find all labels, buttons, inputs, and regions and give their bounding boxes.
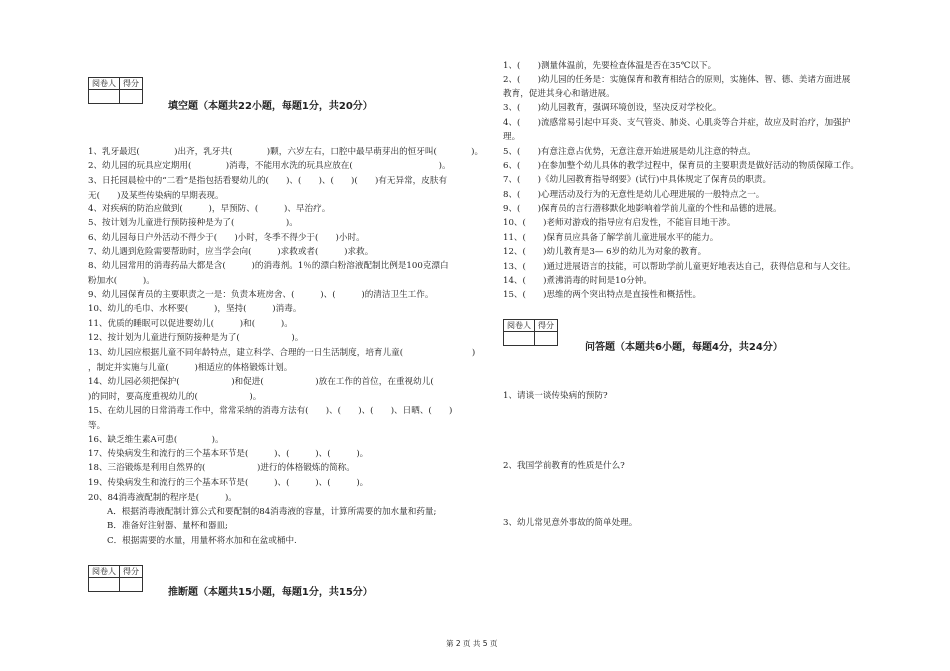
fill-question-line: 4、对疾病的防治应做到( )，早预防、( )、早治疗。 bbox=[88, 204, 331, 214]
fill-question-line: ，制定并实施与儿童( )相适应的体格锻炼计划。 bbox=[88, 363, 293, 373]
fill-question-line: 粉加水( )。 bbox=[88, 276, 155, 286]
fill-question-line: 10、幼儿的毛巾、水杯要( )，坚持( )消毒。 bbox=[88, 304, 302, 314]
judge-question-line: 15、( )思维的两个突出特点是直接性和概括性。 bbox=[503, 290, 702, 300]
fill-question-line: 17、传染病发生和流行的三个基本环节是( )、( )、( )。 bbox=[88, 449, 369, 459]
judge-question-line: 1、( )测量体温前，先要检查体温是否在35℃以下。 bbox=[503, 61, 717, 71]
fill-question-line: C．根据需要的水量，用量杯将水加和在盆或桶中. bbox=[107, 536, 297, 546]
score-box-fill bbox=[88, 77, 143, 104]
fill-question-line: 7、幼儿遇到危险需要帮助时，应当学会向( )求救或者( )求救。 bbox=[88, 247, 374, 257]
page-footer: 第 2 页 共 5 页 bbox=[446, 639, 498, 648]
qa-question: 1、请谈一谈传染病的预防? bbox=[503, 391, 608, 401]
judge-question-line: 13、( )通过进展语言的技能，可以帮助学前儿童更好地表达自己，获得信息和与人交往。 bbox=[503, 262, 856, 272]
judge-question-line: 12、( )幼儿教育是3— 6岁的幼儿为对象的教育。 bbox=[503, 247, 707, 257]
fill-question-line: 16、缺乏维生素A可患( )。 bbox=[88, 435, 224, 445]
judge-question-line: 14、( )煮沸消毒的时间是10分钟。 bbox=[503, 276, 652, 286]
fill-question-line: 13、幼儿园应根据儿童不同年龄特点，建立科学、合理的一日生活制度，培育儿童( ) bbox=[88, 348, 476, 358]
fill-section-title: 填空题（本题共22小题，每题1分，共20分） bbox=[168, 101, 373, 112]
fill-question-line: 3、日托园晨检中的“二看”是指包括看婴幼儿的( )、( )、( )( )有无异常，皮肤有 bbox=[88, 176, 448, 186]
fill-question-line: 11、优质的睡眠可以促进婴幼儿( )和( )。 bbox=[88, 319, 293, 329]
judge-question-line: 4、( )流感常易引起中耳炎、支气管炎、肺炎、心肌炎等合并症，故应及时治疗，加强护 bbox=[503, 118, 851, 128]
reviewer-label: 阅卷人 bbox=[89, 78, 120, 90]
judge-question-line: 5、( )有意注意占优势，无意注意开始进展是幼儿注意的特点。 bbox=[503, 147, 756, 157]
fill-question-line: B．准备好注射器、量杯和器皿; bbox=[107, 521, 228, 531]
judge-section-title: 推断题（本题共15小题，每题1分，共15分） bbox=[168, 587, 373, 598]
fill-question-line: 19、传染病发生和流行的三个基本环节是( )、( )、( )。 bbox=[88, 478, 369, 488]
score-box-judge bbox=[88, 565, 143, 592]
fill-question-line: 14、幼儿园必须把保护( )和促进( )放在工作的首位，在重视幼儿( bbox=[88, 377, 460, 387]
qa-question: 3、幼儿常见意外事故的简单处理。 bbox=[503, 518, 638, 528]
fill-question-line: 9、幼儿园保育员的主要职责之一是：负责本班房舍、( )、( )的清洁卫生工作。 bbox=[88, 290, 434, 300]
score-label: 得分 bbox=[120, 566, 143, 578]
judge-question-line: 教育，促进其身心和谐进展。 bbox=[503, 89, 615, 99]
fill-question-line: 15、在幼儿园的日常消毒工作中，常常采纳的消毒方法有( )、( )、( )、日晒、( ) bbox=[88, 406, 453, 416]
fill-question-line: A．根据消毒液配制计算公式和要配制的84消毒液的容量，计算所需要的加水量和药量; bbox=[107, 507, 437, 517]
fill-question-line: 20、84消毒液配制的程序是( )。 bbox=[88, 493, 237, 503]
judge-question-line: 8、( )心理活动及行为的无意性是幼儿心理进展的一般特点之一。 bbox=[503, 190, 765, 200]
judge-question-line: 9、( )保育员的言行潜移默化地影响着学前儿童的个性和品德的进展。 bbox=[503, 204, 782, 214]
fill-question-line: )的同时，要高度重视幼儿的( )。 bbox=[88, 392, 262, 402]
fill-question-line: 1、乳牙最迟( )出齐，乳牙共( )颗，六岁左右，口腔中最早萌芽出的恒牙叫( )。 bbox=[88, 147, 484, 157]
judge-question-line: 3、( )幼儿园教育，强调环境创设，坚决反对学校化。 bbox=[503, 103, 722, 113]
fill-question-line: 18、三浴锻炼是利用自然界的( )进行的体格锻炼的简称。 bbox=[88, 463, 355, 473]
qa-question: 2、我国学前教育的性质是什么? bbox=[503, 461, 625, 471]
reviewer-label: 阅卷人 bbox=[504, 320, 535, 332]
fill-question-line: 6、幼儿园每日户外活动不得少于( )小时，冬季不得少于( )小时。 bbox=[88, 233, 365, 243]
fill-question-line: 等。 bbox=[88, 421, 106, 431]
score-label: 得分 bbox=[120, 78, 143, 90]
score-label: 得分 bbox=[535, 320, 558, 332]
fill-question-line: 5、按计划为儿童进行预防接种是为了( )。 bbox=[88, 218, 298, 228]
judge-question-line: 7、( )《幼儿园教育指导纲要》(试行)中具体规定了保育员的职责。 bbox=[503, 175, 772, 185]
judge-question-line: 11、( )保育员应具备了解学前儿童进展水平的能力。 bbox=[503, 233, 719, 243]
fill-question-line: 无( )及某些传染病的早期表现。 bbox=[88, 191, 224, 201]
judge-question-line: 6、( )在参加整个幼儿具体的教学过程中，保育员的主要职责是做好活动的物质保障工作。 bbox=[503, 161, 859, 171]
reviewer-label: 阅卷人 bbox=[89, 566, 120, 578]
judge-question-line: 10、( )老师对游戏的指导应有启发性，不能盲目地干涉。 bbox=[503, 218, 736, 228]
fill-question-line: 2、幼儿园的玩具应定期用( )消毒，不能用水洗的玩具应放在( )。 bbox=[88, 161, 451, 171]
judge-question-line: 2、( )幼儿园的任务是：实施保育和教育相结合的原则，实施体、智、德、美诸方面进展 bbox=[503, 75, 851, 85]
judge-question-line: 理。 bbox=[503, 132, 521, 142]
score-box-qa bbox=[503, 319, 558, 346]
qa-section-title: 问答题（本题共6小题，每题4分，共24分） bbox=[585, 342, 783, 353]
fill-question-line: 12、按计划为儿童进行预防接种是为了( )。 bbox=[88, 333, 304, 343]
fill-question-line: 8、幼儿园常用的消毒药品大都是含( )的消毒剂。1％的漂白粉溶液配制比例是100克漂白 bbox=[88, 261, 449, 271]
